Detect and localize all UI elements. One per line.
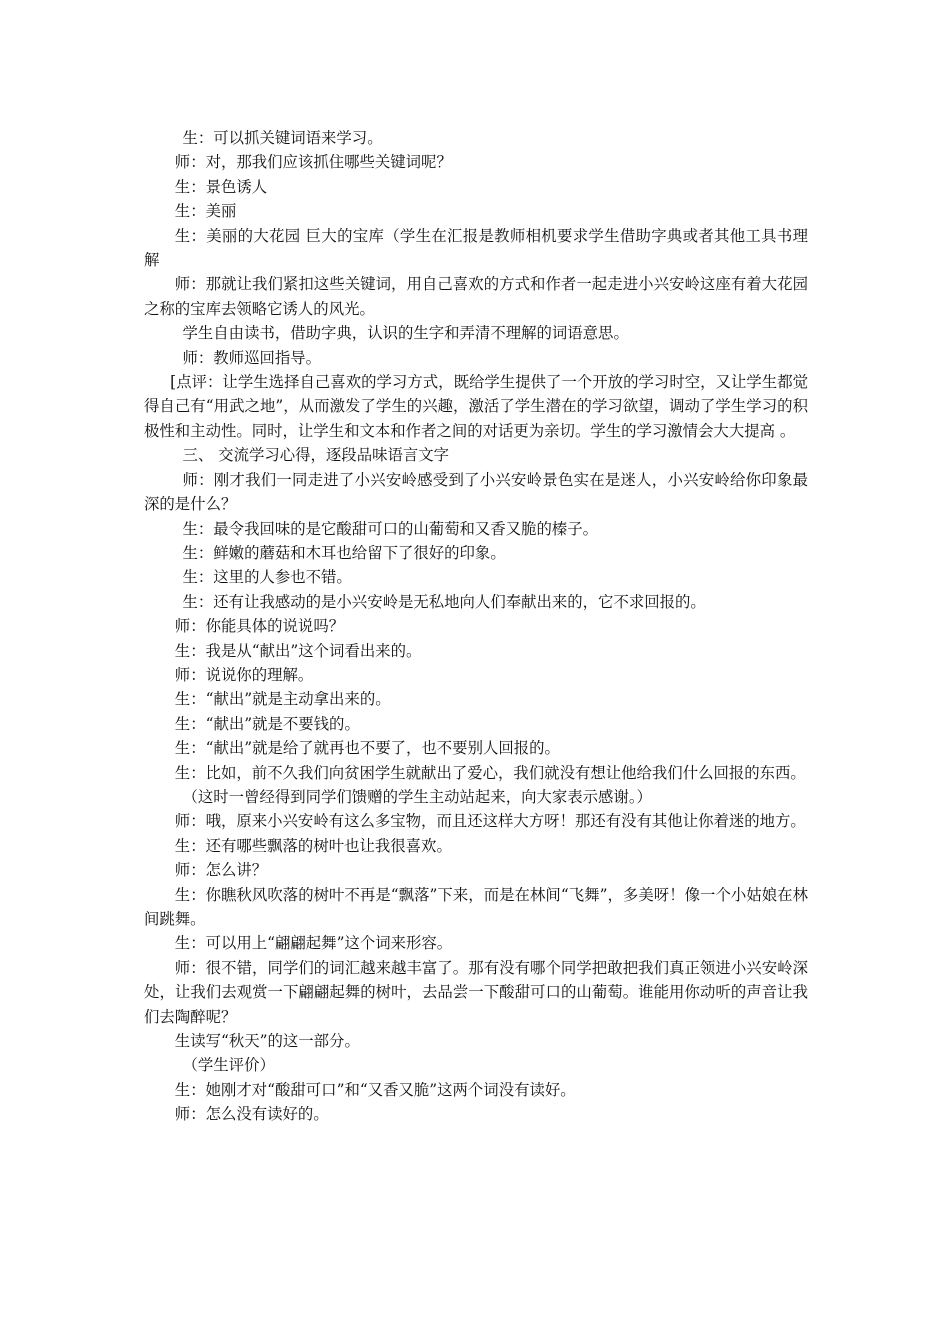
- paragraph: 师：很不错，同学们的词汇越来越丰富了。那有没有哪个同学把敢把我们真正领进小兴安岭深处，让我们去观赏一下翩翩起舞的树叶，去品尝一下酸甜可口的山葡萄。谁能用你动听的声音让我们去陶醉呢？: [144, 958, 808, 1026]
- section-heading: 三、 交流学习心得，逐段品味语言文字: [182, 446, 450, 465]
- paragraph: 师：怎么讲？: [174, 861, 268, 880]
- paragraph: （学生评价）: [182, 1056, 275, 1075]
- paragraph: 生：美丽的大花园 巨大的宝库（学生在汇报是教师相机要求学生借助字典或者其他工具书理解: [144, 226, 808, 270]
- paragraph: 生：最令我回味的是它酸甜可口的山葡萄和又香又脆的榛子。: [182, 519, 599, 538]
- paragraph: 师：怎么没有读好的。: [174, 1105, 329, 1124]
- paragraph: 生：鲜嫩的蘑菇和木耳也给留下了很好的印象。: [182, 543, 506, 562]
- paragraph: 师：你能具体的说说吗？: [174, 617, 345, 636]
- comment-paragraph: [点评：让学生选择自己喜欢的学习方式，既给学生提供了一个开放的学习时空，又让学生都觉得自己有“用武之地”，从而激发了学生的兴趣，激活了学生潜在的学习欲望，调动了学生学习的积极性和主动性。同时，让学生和文本和作者之间的对话更为亲切。学生的学习激情会大大提高 。: [144, 373, 808, 440]
- paragraph: 生：我是从“献出”这个词看出来的。: [174, 641, 422, 660]
- paragraph: 师：刚才我们一同走进了小兴安岭感受到了小兴安岭景色实在是迷人，小兴安岭给你印象最深的是什么？: [144, 470, 808, 514]
- paragraph: （这时一曾经得到同学们馈赠的学生主动站起来，向大家表示感谢。）: [182, 787, 652, 806]
- paragraph: 师：说说你的理解。: [174, 665, 314, 684]
- paragraph: 生：这里的人参也不错。: [182, 568, 352, 587]
- paragraph: 生：可以用上“翩翩起舞”这个词来形容。: [174, 934, 453, 953]
- paragraph: 生读写“秋天”的这一部分。: [174, 1032, 360, 1051]
- paragraph: 师：那就让我们紧扣这些关键词，用自己喜欢的方式和作者一起走进小兴安岭这座有着大花园之称的宝库去领略它诱人的风光。: [144, 275, 808, 318]
- paragraph: 生：景色诱人: [174, 177, 268, 196]
- paragraph: 生：美丽: [174, 202, 237, 221]
- paragraph: 师：教师巡回指导。: [182, 348, 322, 367]
- paragraph: 生：“献出”就是不要钱的。: [174, 714, 360, 733]
- paragraph: 生：“献出”就是给了就再也不要了，也不要别人回报的。: [174, 739, 560, 758]
- paragraph: 生：“献出”就是主动拿出来的。: [174, 690, 391, 709]
- paragraph: 生：你瞧秋风吹落的树叶不再是“飘落”下来，而是在林间“飞舞”，多美呀！像一个小姑娘在林间跳舞。: [144, 885, 808, 928]
- paragraph: 生：还有哪些飘落的树叶也让我很喜欢。: [174, 836, 452, 855]
- paragraph: 师：对，那我们应该抓住哪些关键词呢？: [174, 153, 452, 172]
- paragraph: 生：她刚才对“酸甜可口”和“又香又脆”这两个词没有读好。: [174, 1080, 576, 1099]
- paragraph: 师：哦，原来小兴安岭有这么多宝物，而且还这样大方呀！那还有没有其他让你着迷的地方。: [174, 812, 806, 831]
- paragraph: 学生自由读书，借助字典，认识的生字和弄清不理解的词语意思。: [182, 324, 629, 343]
- document-body: [144, 126, 808, 1127]
- paragraph: 生：还有让我感动的是小兴安岭是无私地向人们奉献出来的，它不求回报的。: [182, 592, 706, 611]
- paragraph: 生：比如，前不久我们向贫困学生就献出了爱心，我们就没有想让他给我们什么回报的东西。: [174, 763, 806, 782]
- paragraph: 生：可以抓关键词语来学习。: [182, 129, 383, 147]
